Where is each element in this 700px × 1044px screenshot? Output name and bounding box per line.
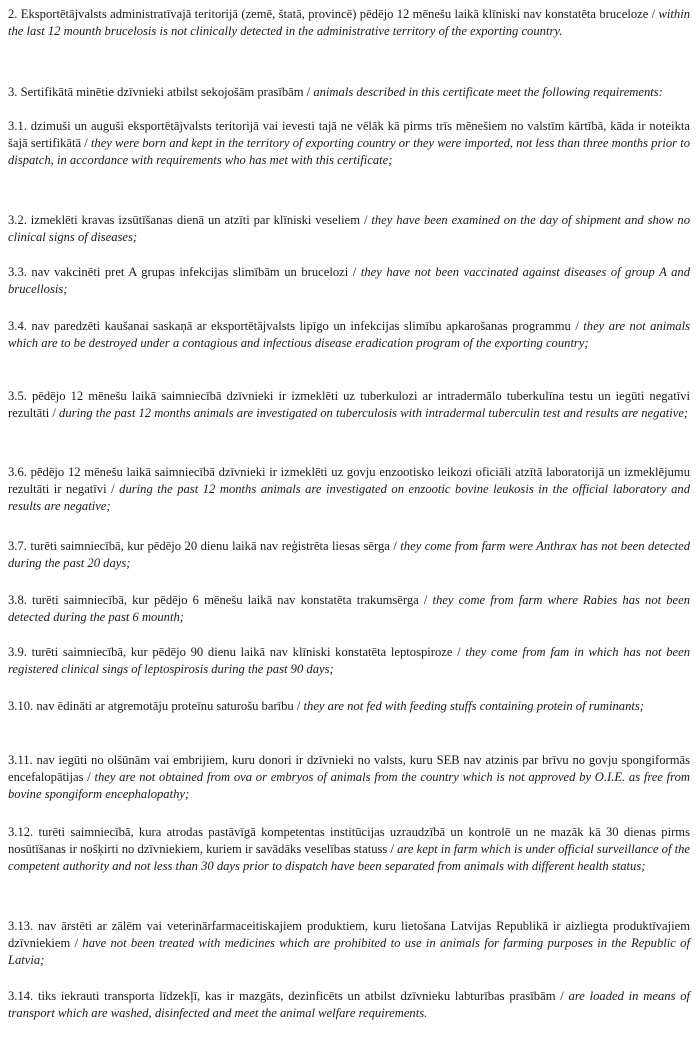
- paragraph-text-latvian: 3.10. nav ēdināti ar atgremotāju proteīnu saturošu barību /: [8, 699, 301, 713]
- paragraph-text-latvian: 3.12. turēti saimniecībā, kura atrodas pastāvīgā kompetentas institūcijas uzraudzībā un kontrolē un ne mazāk kā 30 dienas pirms nosūtīšanas ir nošķirti no dzīvniekiem, kuriem ir savādāks veselības statuss /: [8, 825, 690, 856]
- paragraph-text-latvian: 3.1. dzimuši un auguši eksportētājvalsts teritorijā vai ievesti tajā ne vēlāk kā pirms trīs mēnešiem no valstīm kārtībā, kāda ir noteikta šajā sertifikātā /: [8, 119, 690, 150]
- paragraph-3-4: [8, 318, 690, 352]
- paragraph-text-english: they come from farm where Rabies has not been detected during the past 6 mounth;: [8, 593, 691, 624]
- paragraph-text-latvian: 3.8. turēti saimniecībā, kur pēdējo 6 mēnešu laikā nav konstatēta trakumsērga /: [8, 593, 428, 607]
- paragraph-text-english: they are not fed with feeding stuffs containing protein of ruminants;: [300, 699, 644, 713]
- paragraph-text-english: are kept in farm which is under official surveillance of the competent authority and not less than 30 days prior to dispatch have been separated from animals with different health status;: [8, 841, 690, 873]
- paragraph-text-english: during the past 12 months animals are investigated on enzootic bovine leukosis in the official laboratory and results are negative;: [8, 481, 691, 513]
- paragraph-text-latvian: 3.14. tiks iekrauti transporta līdzekļī, kas ir mazgāts, dezinficēts un atbilst dzīvnieku labturības prasībām /: [8, 989, 564, 1003]
- paragraph-text-english: they are not animals which are to be destroyed under a contagious and infectious disease eradication program of the exporting country;: [8, 319, 690, 350]
- paragraph-text-english: they have been examined on the day of shipment and show no clinical signs of diseases;: [8, 213, 690, 244]
- paragraph-text-latvian: 3.2. izmeklēti kravas izsūtīšanas dienā un atzīti par klīniski veseliem /: [8, 213, 368, 227]
- paragraph-text-english: they come from fam in which has not been registered clinical sings of leptospirosis during the past 90 days;: [8, 645, 690, 676]
- paragraph-text-latvian: 2. Eksportētājvalsts administratīvajā teritorijā (zemē, štatā, provincē) pēdējo 12 mēnešu laikā klīniski nav konstatēta bruceloze /: [8, 7, 656, 21]
- paragraph-text-latvian: 3.3. nav vakcinēti pret A grupas infekcijas slimībām un brucelozi /: [8, 265, 357, 279]
- paragraph-text-english: they come from farm were Anthrax has not been detected during the past 20 days;: [8, 539, 690, 570]
- paragraph-3-6: [8, 464, 690, 514]
- paragraph-text-english: they are not obtained from ova or embryos of animals from the country which is not approved by O.I.E. as free from bovine spongiform encephalopathy;: [8, 769, 690, 801]
- paragraph-2: [8, 6, 690, 40]
- paragraph-3-11: [8, 752, 690, 802]
- paragraph-text-english: are loaded in means of transport which are washed, disinfected and meet the animal welfare requirements.: [8, 989, 691, 1020]
- paragraph-text-latvian: 3. Sertifikātā minētie dzīvnieki atbilst sekojošām prasībām /: [8, 85, 311, 99]
- paragraph-text-latvian: 3.4. nav paredzēti kaušanai saskaņā ar eksportētājvalsts lipīgo un infekcijas slimību apkarošanas programmu /: [8, 319, 579, 333]
- paragraph-3-5: [8, 388, 690, 422]
- paragraph-3-8: [8, 592, 690, 626]
- paragraph-text-latvian: 3.11. nav iegūti no olšūnām vai embrijiem, kuru donori ir dzīvnieki no valsts, kuru SEB nav atzinis par brīvu no govju spongiformās encefalopātijas /: [8, 753, 690, 784]
- paragraph-3-1: [8, 118, 690, 168]
- paragraph-3-10: [8, 698, 690, 715]
- paragraph-3-14: [8, 988, 690, 1022]
- paragraph-text-english: during the past 12 months animals are investigated on tuberculosis with intradermal tuberculin test and results are negative;: [55, 405, 689, 420]
- paragraph-3-12: [8, 824, 690, 874]
- paragraph-3-9: [8, 644, 690, 678]
- paragraph-text-latvian: 3.13. nav ārstēti ar zālēm vai veterinārfarmaceitiskajiem produktiem, kuru lietošana Latvijas Republikā ir aizliegta produktīvajiem dzīvniekiem /: [8, 919, 690, 950]
- paragraph-text-english: they were born and kept in the territory of exporting country or they were imported, not less than three months prior to dispatch, in accordance with requirements who has met with this certificate;: [8, 135, 691, 167]
- paragraph-text-english: within the last 12 mounth brucelosis is not clinically detected in the administrative territory of the exporting country.: [8, 7, 691, 38]
- paragraph-text-english: have not been treated with medicines which are prohibited to use in animals for farming purposes in the Republic of Latvia;: [8, 935, 690, 967]
- paragraph-3-7: [8, 538, 690, 572]
- paragraph-text-english: animals described in this certificate meet the following requirements:: [310, 85, 663, 99]
- paragraph-3-2: [8, 212, 690, 246]
- paragraph-text-latvian: 3.7. turēti saimniecībā, kur pēdējo 20 dienu laikā nav reģistrēta liesas sērga /: [8, 539, 397, 553]
- paragraph-3-13: [8, 918, 690, 968]
- paragraph-text-latvian: 3.6. pēdējo 12 mēnešu laikā saimniecībā dzīvnieki ir izmeklēti uz govju enzootisko leikozi oficiāli atzītā laboratorijā un izmeklējumu rezultāti ir negatīvi /: [8, 465, 690, 496]
- paragraph-text-latvian: 3.9. turēti saimniecībā, kur pēdējo 90 dienu laikā nav klīniski konstatēta leptospiroze /: [8, 645, 461, 659]
- paragraph-text-latvian: 3.5. pēdējo 12 mēnešu laikā saimniecībā dzīvnieki ir izmeklēti uz tuberkulozi ar intradermālo tuberkulīna testu un iegūti negatīvi rezultāti /: [8, 389, 690, 420]
- paragraph-text-english: they have not been vaccinated against diseases of group A and brucellosis;: [8, 265, 690, 296]
- paragraph-3: [8, 84, 690, 101]
- paragraph-3-3: [8, 264, 690, 298]
